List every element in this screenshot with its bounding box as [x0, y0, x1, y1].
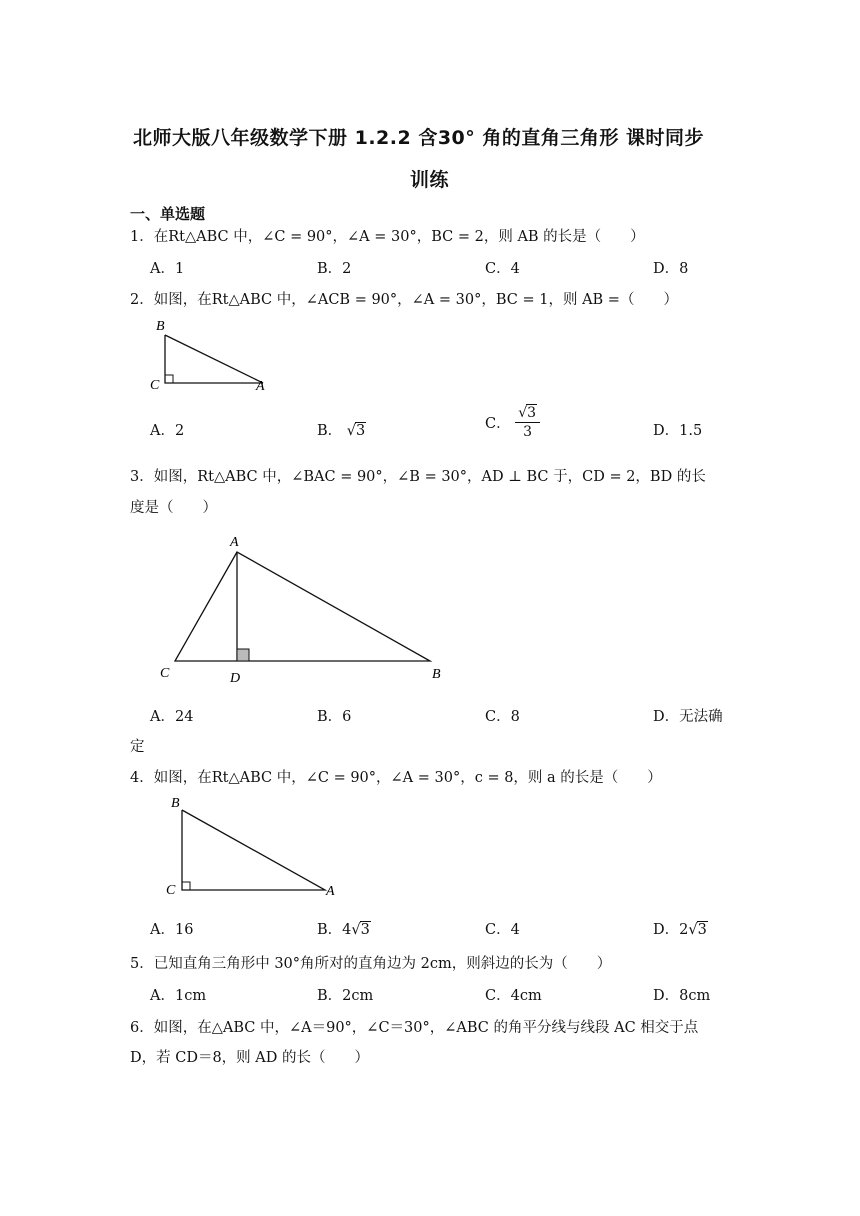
q1-option-a: A．1: [150, 261, 185, 277]
q4-label-c: C: [166, 883, 176, 898]
q4-label-a: A: [326, 884, 335, 899]
q5-option-d: D．8cm: [653, 988, 711, 1004]
q3-label-b: B: [432, 667, 441, 682]
q5-option-a: A．1cm: [150, 988, 207, 1004]
q3-label-c: C: [160, 666, 170, 681]
q3-option-d-wrap: 定: [130, 739, 145, 755]
question-6-text-line2: D，若 CD＝8，则 AD 的长（ ）: [130, 1050, 369, 1066]
q4-option-b-wrap: [317, 918, 371, 939]
document-title-line2: 训练: [410, 169, 450, 191]
question-4-text: 4．如图，在Rt△ABC 中，∠C = 90°，∠A = 30°，c = 8，则 a 的长是（ ）: [130, 770, 662, 786]
q2-option-c: C．: [485, 416, 511, 432]
question-3-text-line1: 3．如图，Rt△ABC 中，∠BAC = 90°，∠B = 30°，AD ⊥ BC 于，CD = 2，BD 的长: [130, 469, 706, 485]
q2-option-c-fraction: $\frac{√3}{3}$: [515, 404, 540, 441]
q3-triangle-figure: [150, 530, 460, 690]
q4-option-d: D．2: [653, 922, 689, 938]
q2-triangle-figure: [148, 313, 278, 395]
q3-option-a: A．24: [150, 709, 194, 725]
question-3-text-line2: 度是（ ）: [130, 500, 217, 516]
q3-label-d: D: [230, 671, 241, 686]
q4-label-b: B: [171, 796, 180, 811]
q2-label-b: B: [156, 319, 165, 334]
q4-option-b: B．4: [317, 922, 352, 938]
q4-option-a: A．16: [150, 922, 194, 938]
q2-option-c-wrap: [485, 404, 540, 441]
q4-option-d-wrap: [653, 918, 708, 939]
q3-label-a: A: [230, 535, 239, 550]
q3-option-c: C．8: [485, 709, 520, 725]
q5-option-c: C．4cm: [485, 988, 542, 1004]
question-6-text-line1: 6．如图，在△ABC 中，∠A＝90°，∠C＝30°，∠ABC 的角平分线与线段 AC 相交于点: [130, 1020, 699, 1036]
q2-label-c: C: [150, 378, 160, 393]
q3-option-d: D．无法确: [653, 709, 723, 725]
section-heading: 一、单选题: [130, 205, 206, 223]
q4-option-b-sqrt: √3: [351, 922, 370, 938]
document-title-line1: 北师大版八年级数学下册 1.2.2 含30° 角的直角三角形 课时同步: [133, 127, 704, 149]
question-2-text: 2．如图，在Rt△ABC 中，∠ACB = 90°，∠A = 30°，BC = 1，则 AB =（ ）: [130, 292, 678, 308]
q1-option-d: D．8: [653, 261, 689, 277]
q1-option-c: C．4: [485, 261, 520, 277]
question-5-text: 5．已知直角三角形中 30°角所对的直角边为 2cm，则斜边的长为（ ）: [130, 956, 612, 972]
q1-option-b: B．2: [317, 261, 352, 277]
q2-option-b-sqrt: √3: [346, 423, 366, 439]
q2-label-a: A: [256, 379, 265, 394]
q4-triangle-figure: [160, 790, 345, 900]
q2-option-b-wrap: [317, 419, 366, 440]
question-1-text: 1．在Rt△ABC 中，∠C = 90°，∠A = 30°，BC = 2，则 AB 的长是（ ）: [130, 229, 645, 245]
q5-option-b: B．2cm: [317, 988, 374, 1004]
q4-option-c: C．4: [485, 922, 520, 938]
q2-option-d: D．1.5: [653, 423, 703, 439]
q2-option-a: A．2: [150, 423, 185, 439]
q2-option-b: B．: [317, 423, 343, 439]
q3-option-b: B．6: [317, 709, 352, 725]
q4-option-d-sqrt: √3: [688, 922, 707, 938]
